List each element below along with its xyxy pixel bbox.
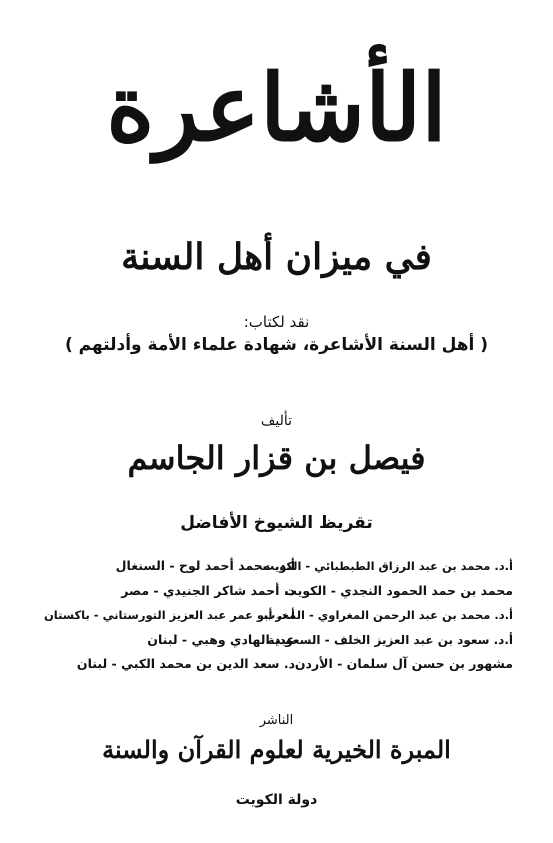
author-label: تأليف bbox=[260, 413, 293, 429]
endorsers-right-column bbox=[258, 554, 513, 677]
endorser-name: مشهور بن حسن آل سلمان - الأردن bbox=[294, 656, 513, 671]
book-subtitle: في ميزان أهل السنة bbox=[121, 236, 432, 278]
critique-label: نقد لكتاب: bbox=[243, 313, 310, 331]
critiqued-book-title: ( أهل السنة الأشاعرة، شهادة علماء الأمة وأدلتهم ) bbox=[64, 335, 489, 355]
endorsements-heading: تقريظ الشيوخ الأفاضل bbox=[180, 513, 373, 533]
author-name: فيصل بن قزار الجاسم bbox=[127, 439, 426, 477]
publisher-label: الناشر bbox=[259, 713, 294, 728]
endorser-name: محمد بن حمد الحمود النجدي - الكويت bbox=[284, 582, 513, 598]
endorser-name: أ.د. محمد بن عبد الرزاق الطبطبائي - الكويت bbox=[262, 559, 513, 573]
book-title: الأشاعرة bbox=[106, 54, 447, 162]
endorser-name: عبد الهادي وهبي - لبنان bbox=[147, 631, 295, 647]
endorsers-left-column bbox=[40, 554, 295, 677]
publisher-country: دولة الكويت bbox=[235, 792, 318, 808]
endorser-name: أ.د. أبو عمر عبد العزيز التورستاني - باكستان bbox=[43, 608, 295, 622]
endorser-name: د. أحمد شاكر الجنيدي - مصر bbox=[121, 582, 295, 598]
endorser-name: أ.د. محمد بن عبد الرحمن المغراوي - المغرب bbox=[263, 608, 513, 622]
publisher-name: المبرة الخيرية لعلوم القرآن والسنة bbox=[102, 735, 451, 764]
endorser-name: أ.د. سعود بن عبد العزيز الخلف - السعودية bbox=[267, 632, 513, 647]
endorser-name: أ.د. محمد أحمد لوح - السنغال bbox=[115, 558, 295, 573]
endorser-name: د. سعد الدين بن محمد الكبي - لبنان bbox=[76, 656, 295, 671]
